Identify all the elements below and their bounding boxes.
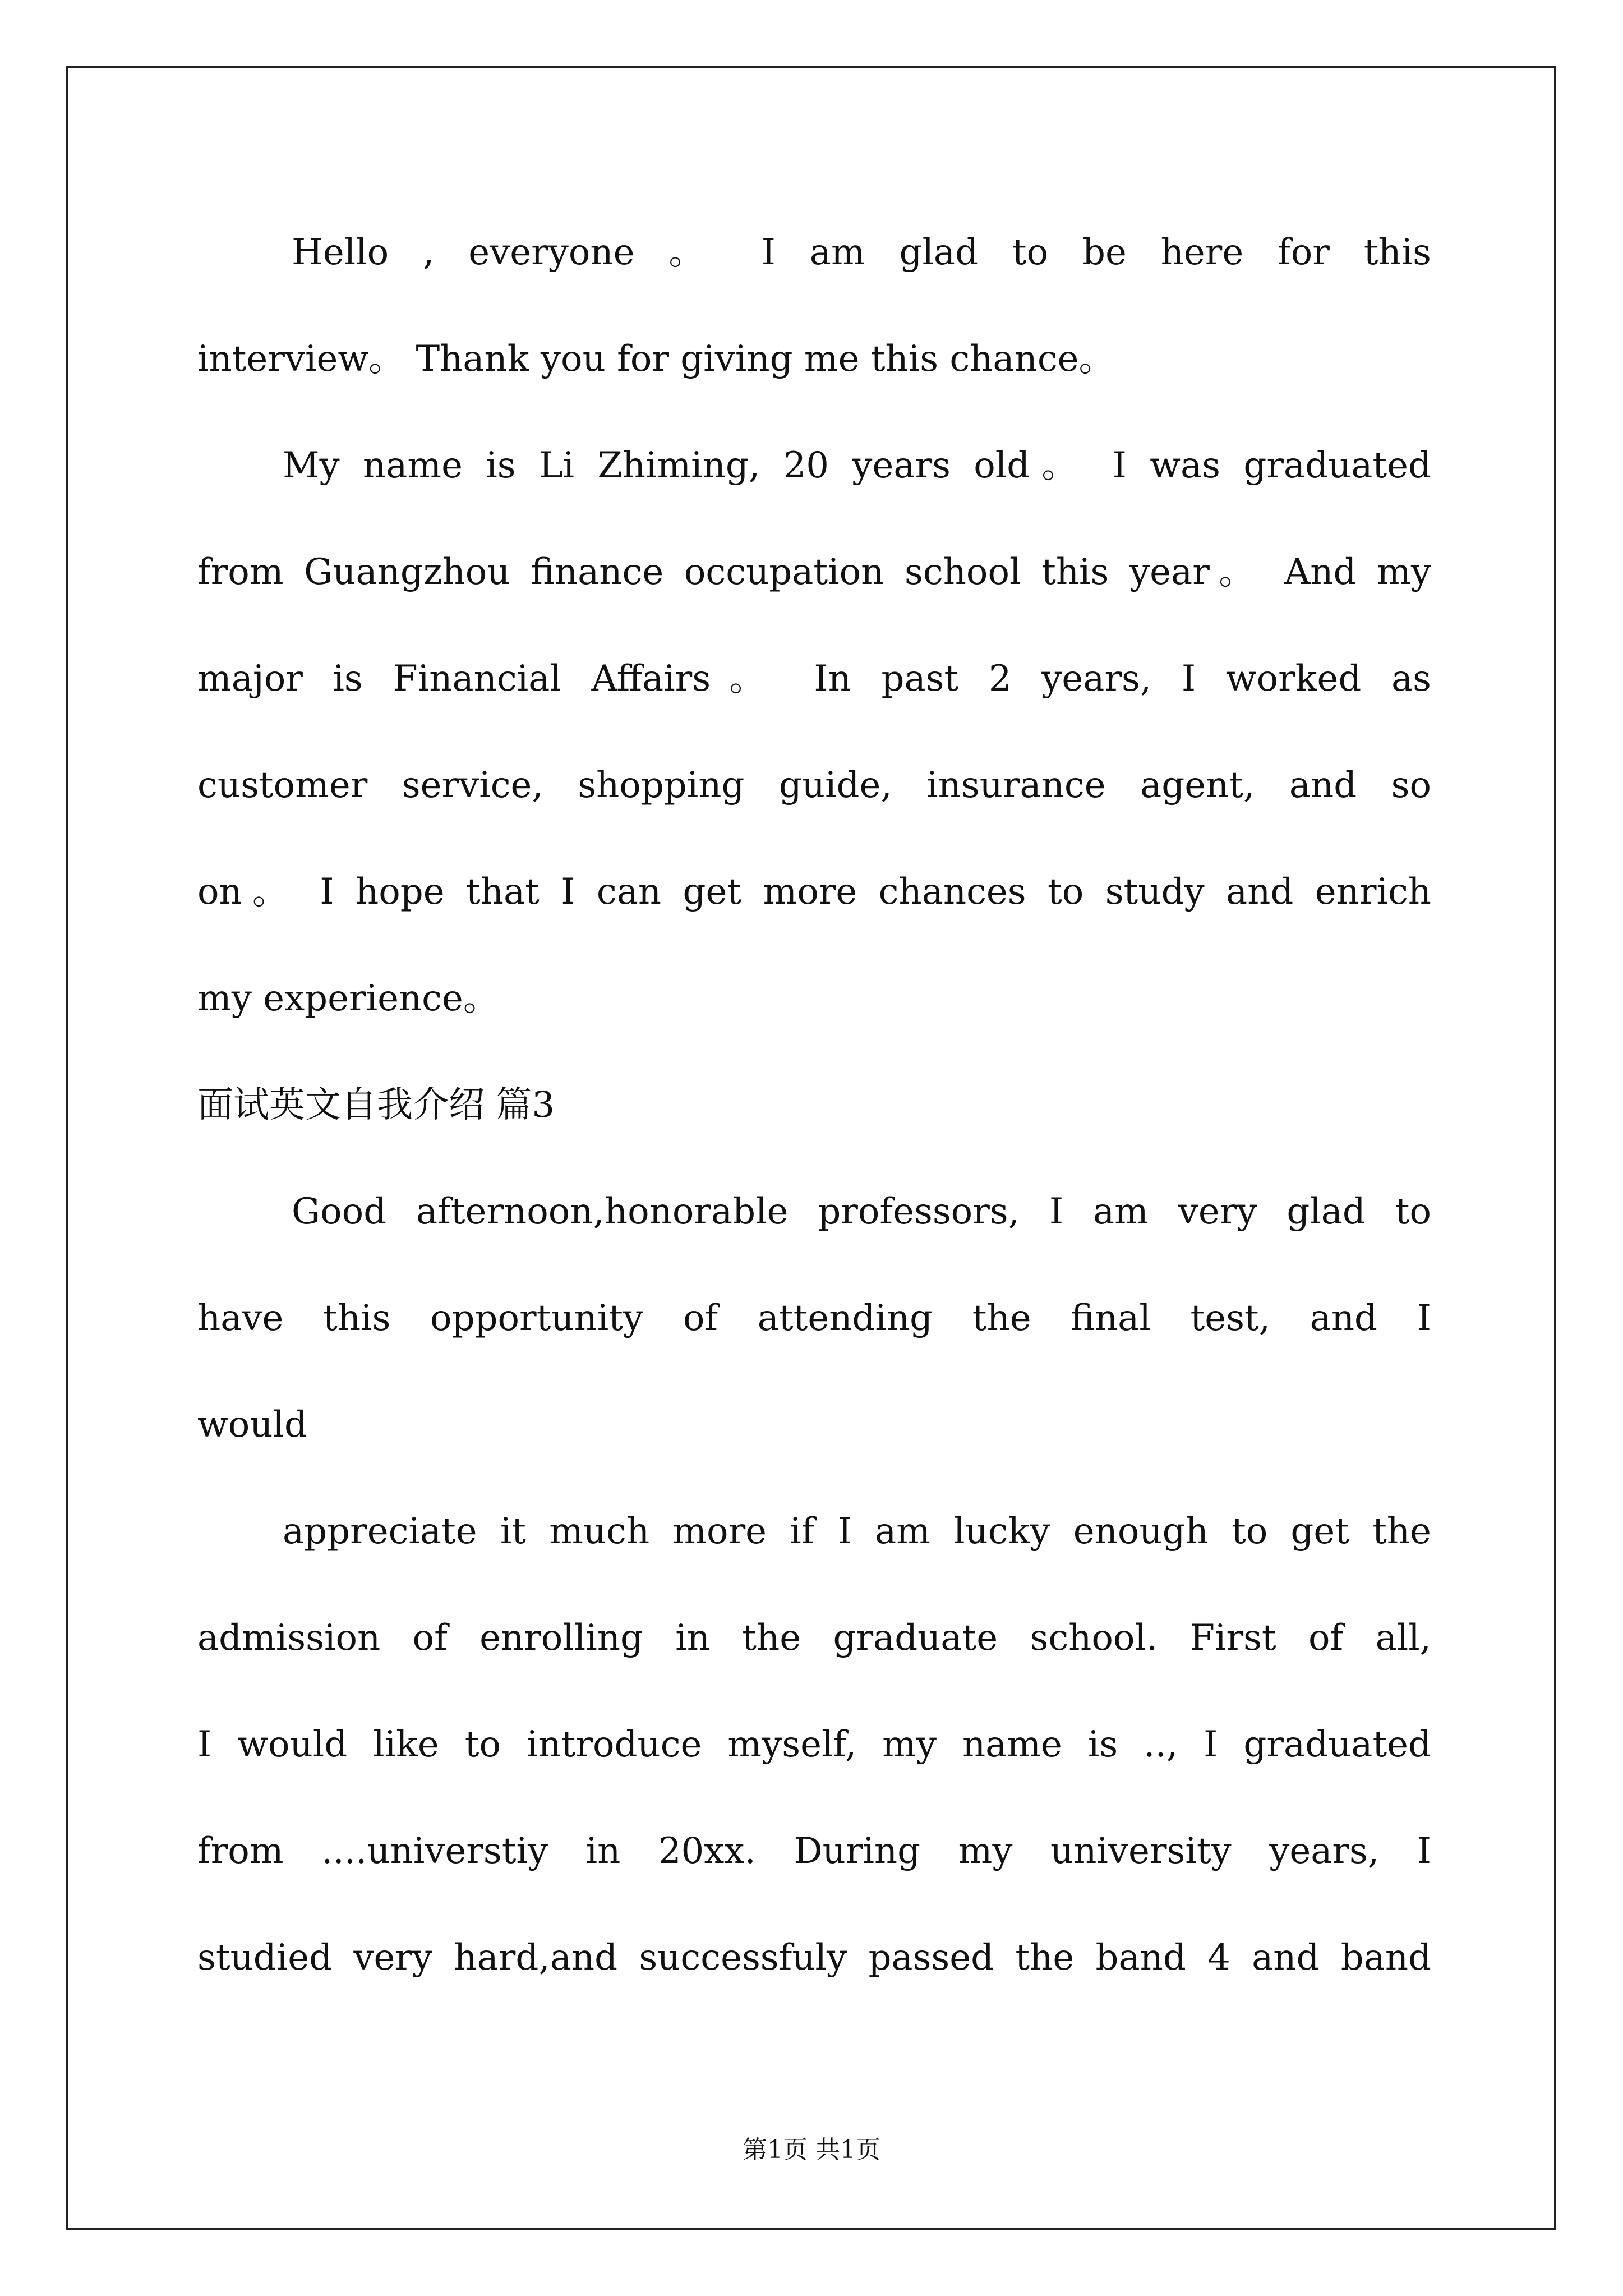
text-line: would bbox=[197, 1404, 307, 1446]
text-line: on。 I hope that I can get more chances to study and enrich bbox=[197, 871, 1431, 913]
text-line: my experience。 bbox=[197, 978, 499, 1019]
text-line: appreciate it much more if I am lucky enough to get the bbox=[283, 1511, 1431, 1552]
text-line: from Guangzhou finance occupation school this year。 And my bbox=[197, 551, 1431, 593]
section-heading: 面试英文自我介绍 篇3 bbox=[197, 1084, 555, 1126]
text-line: major is Financial Affairs。 In past 2 years, I worked as bbox=[197, 658, 1431, 700]
text-line: Hello , everyone 。 I am glad to be here for this bbox=[292, 232, 1431, 273]
text-line: interview。 Thank you for giving me this chance。 bbox=[197, 338, 1115, 380]
text-line: have this opportunity of attending the final test, and I bbox=[197, 1297, 1431, 1339]
text-line: Good afternoon,honorable professors, I am very glad to bbox=[292, 1191, 1431, 1232]
text-line: studied very hard,and successfuly passed the band 4 and band bbox=[197, 1937, 1431, 1978]
text-line: customer service, shopping guide, insurance agent, and so bbox=[197, 765, 1431, 806]
text-line: My name is Li Zhiming, 20 years old。 I was graduated bbox=[283, 445, 1431, 486]
text-line: admission of enrolling in the graduate school. First of all, bbox=[197, 1617, 1431, 1659]
text-line: I would like to introduce myself, my name is .., I graduated bbox=[197, 1724, 1431, 1765]
document-body bbox=[197, 199, 1431, 2011]
page-footer: 第1页 共1页 bbox=[743, 2136, 880, 2164]
text-line: from ....universtiy in 20xx. During my university years, I bbox=[197, 1830, 1431, 1872]
